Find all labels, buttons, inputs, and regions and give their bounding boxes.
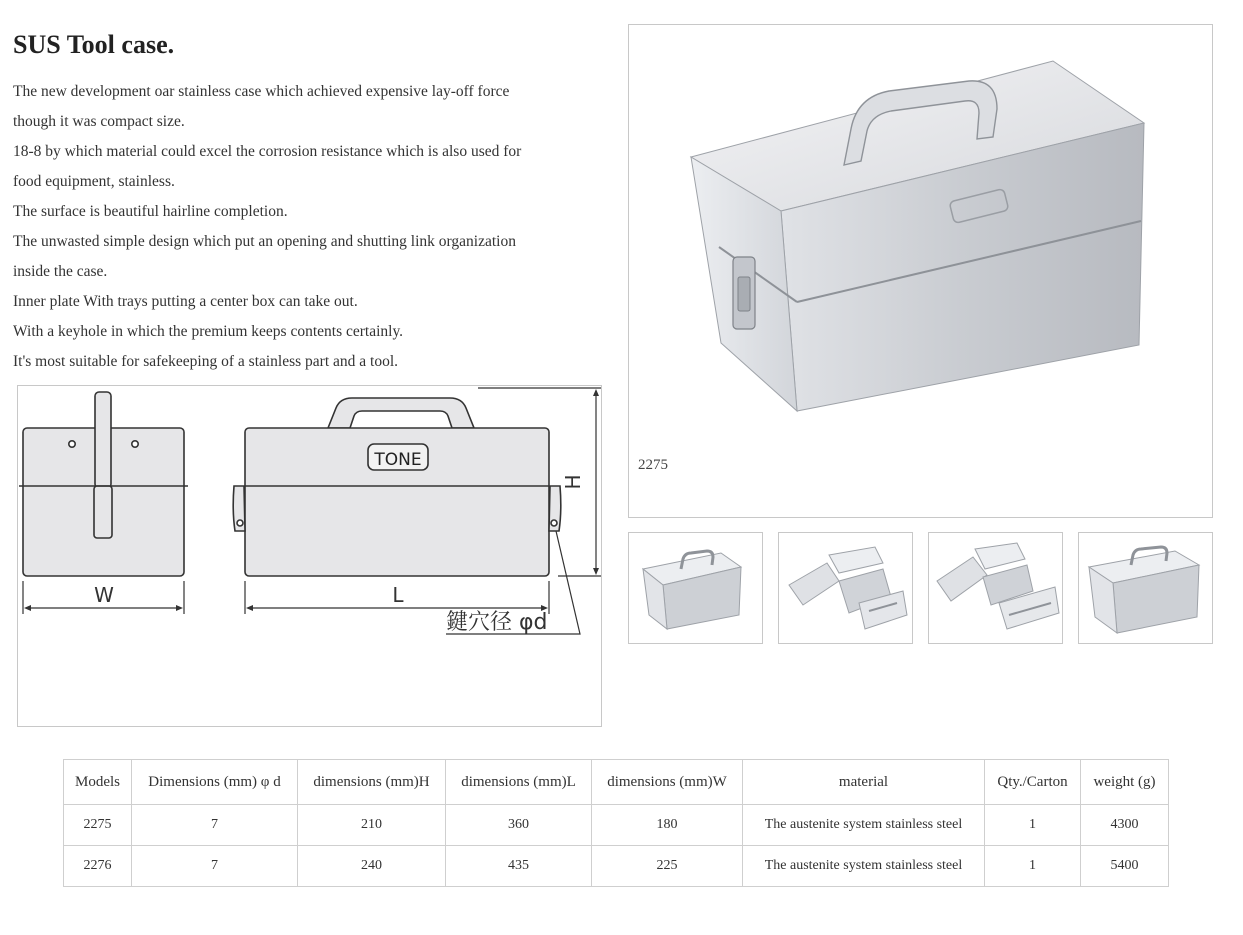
column-header: material	[743, 760, 985, 805]
thumbnail-closed[interactable]	[628, 532, 763, 644]
column-header: Dimensions (mm) φ d	[132, 760, 298, 805]
cell-length: 435	[446, 846, 592, 887]
cell-height: 210	[298, 805, 446, 846]
table-row	[64, 846, 1169, 887]
length-label: L	[392, 583, 404, 607]
cell-weight: 5400	[1081, 846, 1169, 887]
right-keyhole	[551, 520, 557, 526]
cell-weight: 4300	[1081, 805, 1169, 846]
description-line: Inner plate With trays putting a center box can take out.	[13, 293, 358, 310]
product-title: SUS Tool case.	[13, 30, 175, 59]
description-line: The unwasted simple design which put an opening and shutting link organization	[13, 233, 516, 250]
left-keyhole	[237, 520, 243, 526]
front-view-handle	[328, 398, 474, 428]
column-header: weight (g)	[1081, 760, 1169, 805]
cell-keyhole-diameter: 7	[132, 805, 298, 846]
cell-width: 225	[592, 846, 743, 887]
main-product-image[interactable]	[628, 24, 1213, 518]
description-line: With a keyhole in which the premium keeps contents certainly.	[13, 323, 404, 340]
thumbnail-open[interactable]	[778, 532, 913, 644]
column-header: dimensions (mm)L	[446, 760, 592, 805]
specs-table	[63, 759, 1169, 887]
cell-material: The austenite system stainless steel	[743, 846, 985, 887]
keyhole-label: 鍵穴径 φd	[446, 610, 548, 635]
column-header: dimensions (mm)W	[592, 760, 743, 805]
cell-length: 360	[446, 805, 592, 846]
brand-text: TONE	[374, 450, 422, 470]
description-line: The new development oar stainless case which achieved expensive lay-off force	[13, 83, 510, 100]
dimension-drawing-svg	[18, 386, 601, 726]
side-view-rivet	[69, 441, 75, 447]
height-label: H	[561, 474, 585, 490]
cell-qty-carton: 1	[985, 846, 1081, 887]
description-line: It's most suitable for safekeeping of a stainless part and a tool.	[13, 353, 399, 370]
tool-case-illustration	[629, 25, 1212, 517]
column-header: dimensions (mm)H	[298, 760, 446, 805]
main-image-caption: 2275	[638, 457, 668, 473]
side-view-handle	[95, 392, 111, 488]
cell-width: 180	[592, 805, 743, 846]
description-line: inside the case.	[13, 263, 108, 280]
cell-qty-carton: 1	[985, 805, 1081, 846]
width-label: W	[94, 583, 114, 607]
cell-model: 2275	[64, 805, 132, 846]
column-header: Models	[64, 760, 132, 805]
description-line: The surface is beautiful hairline completion.	[13, 203, 288, 220]
side-view-rivet	[132, 441, 138, 447]
table-row	[64, 805, 1169, 846]
cell-height: 240	[298, 846, 446, 887]
table-header-row	[64, 760, 1169, 805]
column-header: Qty./Carton	[985, 760, 1081, 805]
cell-material: The austenite system stainless steel	[743, 805, 985, 846]
cell-keyhole-diameter: 7	[132, 846, 298, 887]
side-view-latch	[94, 486, 112, 538]
description-line: food equipment, stainless.	[13, 173, 175, 190]
description-line: though it was compact size.	[13, 113, 185, 130]
dimension-drawing	[17, 385, 602, 727]
description-line: 18-8 by which material could excel the corrosion resistance which is also used for	[13, 143, 522, 160]
product-description	[13, 77, 613, 377]
thumbnail-open-trays[interactable]	[928, 532, 1063, 644]
cell-model: 2276	[64, 846, 132, 887]
thumbnail-closed-side[interactable]	[1078, 532, 1213, 644]
